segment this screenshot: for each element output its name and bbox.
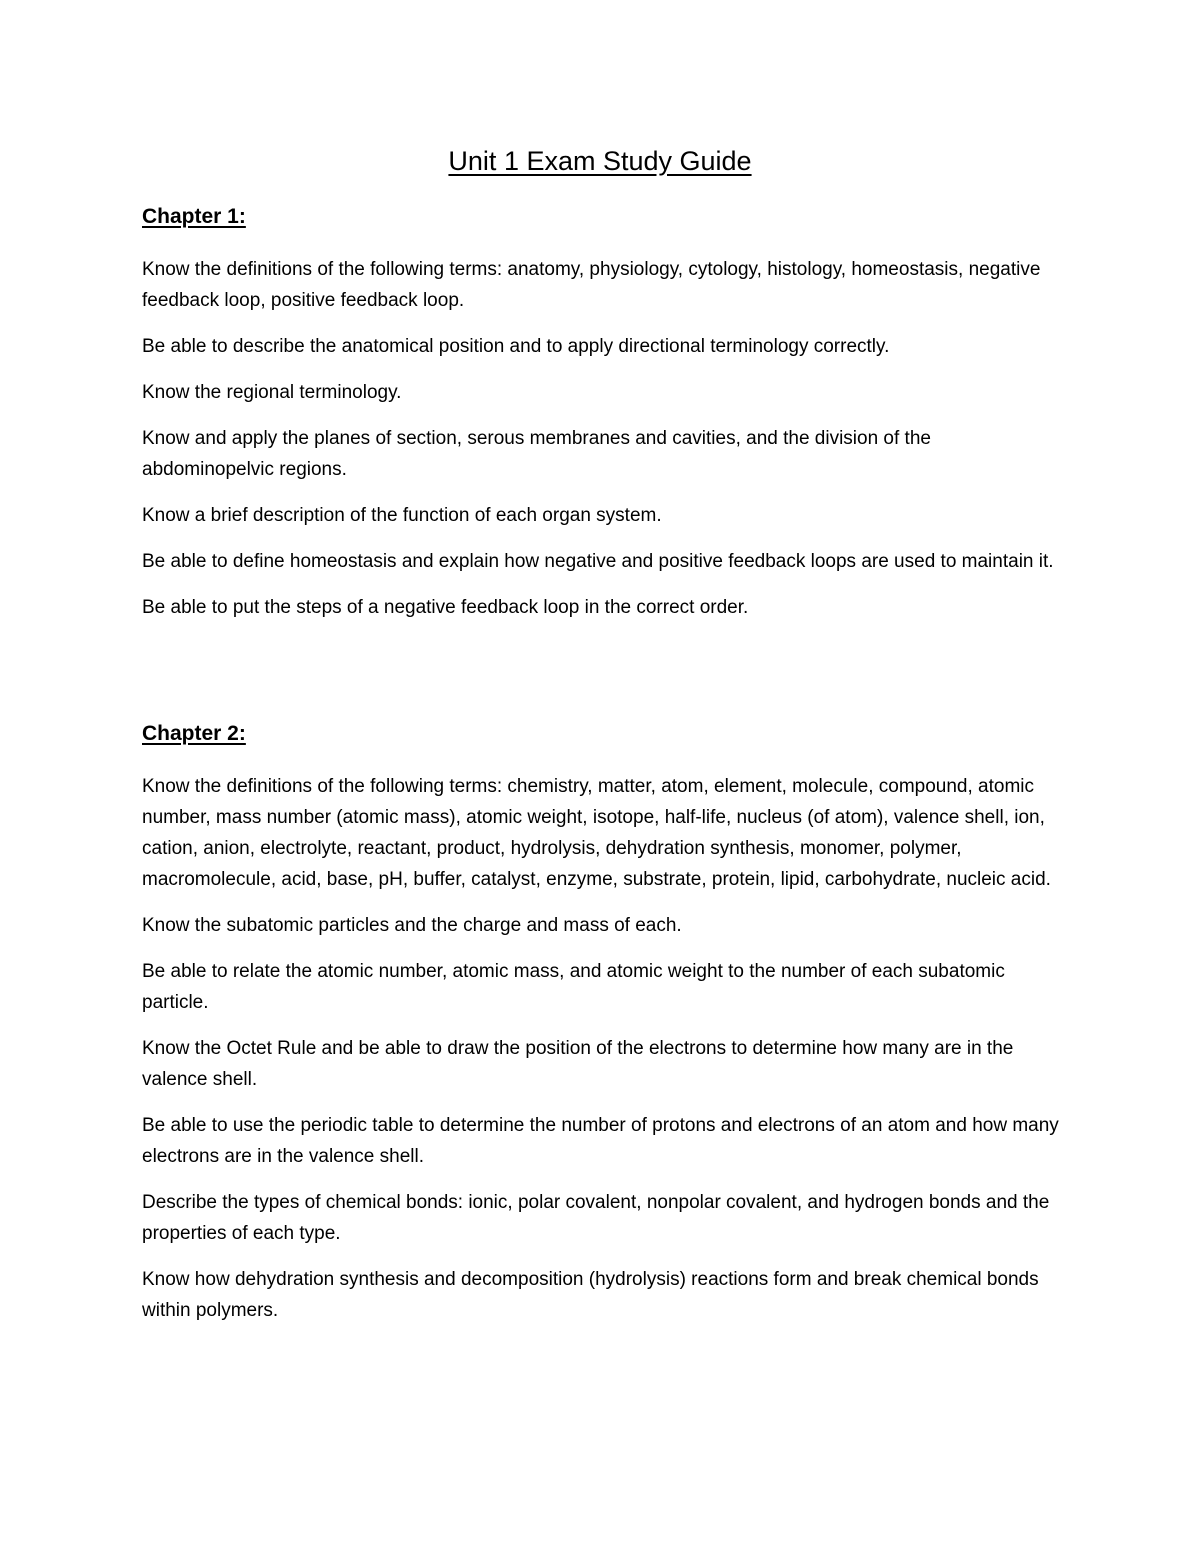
chapter-1-paragraph: Be able to describe the anatomical position and to apply directional terminology correctly.	[142, 336, 890, 357]
chapter-2-paragraph: Be able to use the periodic table to determine the number of protons and electrons of an atom and how many electrons are in the valence shell.	[142, 1115, 1059, 1167]
chapter-1-paragraph: Be able to define homeostasis and explain how negative and positive feedback loops are used to maintain it.	[142, 551, 1054, 572]
page-title: Unit 1 Exam Study Guide	[448, 146, 752, 176]
chapter-1-heading: Chapter 1:	[142, 205, 246, 228]
chapter-1-paragraph: Know the regional terminology.	[142, 382, 402, 403]
chapter-1-paragraph: Know a brief description of the function of each organ system.	[142, 505, 662, 526]
chapter-2-paragraph: Know the Octet Rule and be able to draw the position of the electrons to determine how many are in the valence shell.	[142, 1038, 1014, 1090]
chapter-1-section	[142, 201, 1062, 638]
chapter-1-paragraph: Know and apply the planes of section, serous membranes and cavities, and the division of the abdominopelvic regions.	[142, 428, 931, 480]
chapter-1-paragraph: Be able to put the steps of a negative feedback loop in the correct order.	[142, 597, 749, 618]
chapter-2-paragraph: Be able to relate the atomic number, atomic mass, and atomic weight to the number of each subatomic particle.	[142, 961, 1005, 1013]
chapter-1-paragraph: Know the definitions of the following terms: anatomy, physiology, cytology, histology, homeostasis, negative feedback loop, positive feedback loop.	[142, 259, 1041, 311]
chapter-2-section	[142, 718, 1062, 1341]
chapter-2-paragraph: Know how dehydration synthesis and decomposition (hydrolysis) reactions form and break chemical bonds within polymers.	[142, 1269, 1039, 1321]
chapter-2-paragraph: Describe the types of chemical bonds: ionic, polar covalent, nonpolar covalent, and hydrogen bonds and the properties of each type.	[142, 1192, 1050, 1244]
chapter-2-heading: Chapter 2:	[142, 722, 246, 745]
chapter-2-paragraph: Know the definitions of the following terms: chemistry, matter, atom, element, molecule, compound, atomic number, mass number (atomic mass), atomic weight, isotope, half-life, nucleus (of atom), valence shell, ion, cation, anion, electrolyte, reactant, product, hydrolysis, dehydration synthesis, monomer, polymer, macromolecule, acid, base, pH, buffer, catalyst, enzyme, substrate, protein, lipid, carbohydrate, nucleic acid.	[142, 776, 1051, 890]
chapter-2-paragraph: Know the subatomic particles and the charge and mass of each.	[142, 915, 682, 936]
